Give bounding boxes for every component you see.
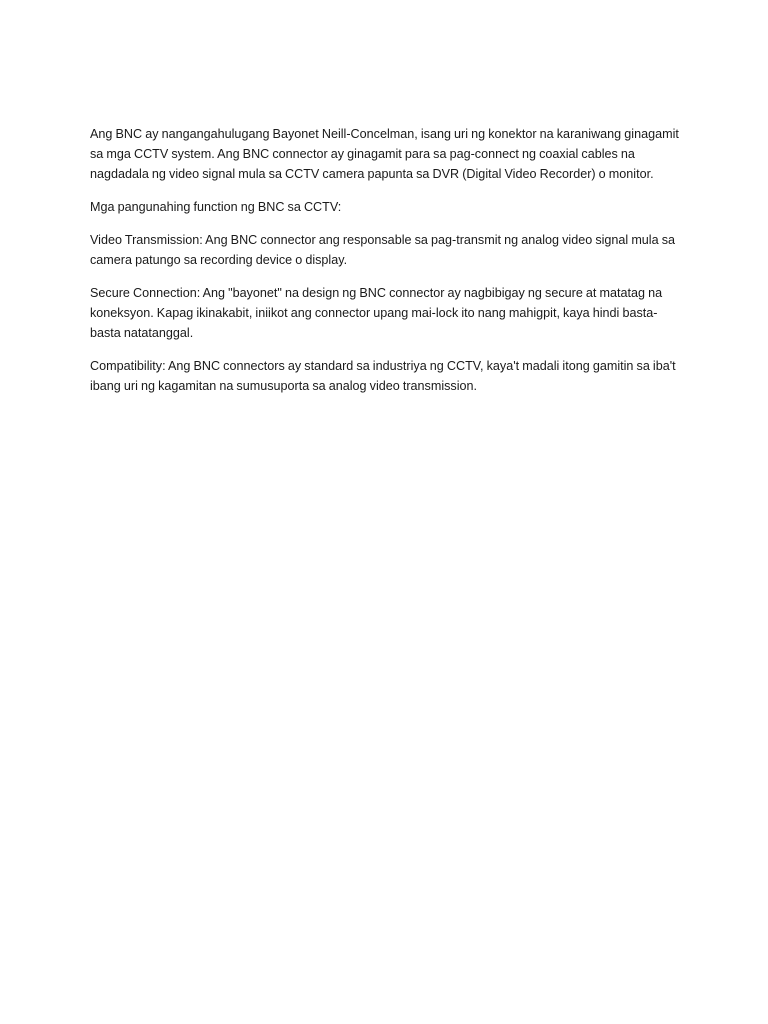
paragraph-secure-connection: Secure Connection: Ang "bayonet" na design ng BNC connector ay nagbibigay ng secure at matatag na koneksyon. Kapag ikinakabit, iniikot ang connector upang mai-lock ito nang mahigpit, kaya hindi basta-basta natatanggal.	[90, 286, 663, 340]
document-body	[90, 124, 682, 409]
paragraph-video-transmission: Video Transmission: Ang BNC connector ang responsable sa pag-transmit ng analog video signal mula sa camera patungo sa recording device o display.	[90, 233, 676, 267]
paragraph-compatibility: Compatibility: Ang BNC connectors ay standard sa industriya ng CCTV, kaya't madali itong gamitin sa iba't ibang uri ng kagamitan na sumusuporta sa analog video transmission.	[90, 359, 676, 393]
paragraph-functions-heading: Mga pangunahing function ng BNC sa CCTV:	[90, 200, 342, 214]
paragraph-intro: Ang BNC ay nangangahulugang Bayonet Neill-Concelman, isang uri ng konektor na karaniwang ginagamit sa mga CCTV system. Ang BNC connector ay ginagamit para sa pag-connect ng coaxial cables na nagdadala ng video signal mula sa CCTV camera papunta sa DVR (Digital Video Recorder) o monitor.	[90, 127, 679, 181]
